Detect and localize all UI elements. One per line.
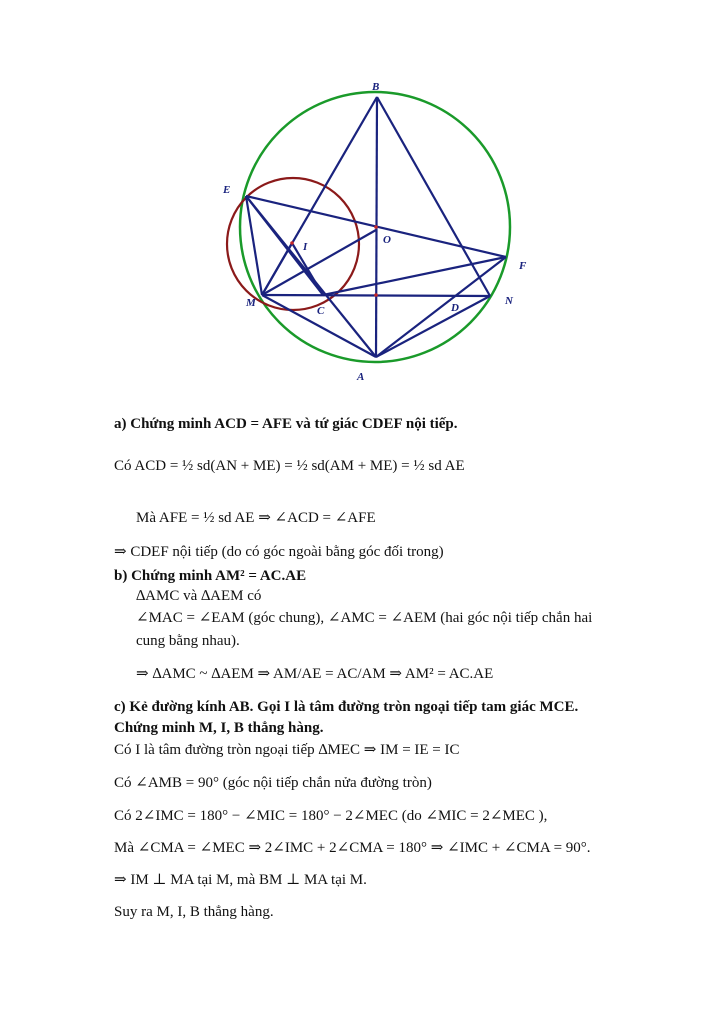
label-o: O	[383, 234, 391, 246]
part-c-line2: Có ∠AMB = 90° (góc nội tiếp chắn nửa đường tròn)	[114, 775, 432, 791]
label-e: E	[223, 184, 231, 196]
label-a: A	[357, 371, 365, 383]
part-b-title: b) Chứng minh AM² = AC.AE	[114, 568, 307, 584]
label-d: D	[451, 302, 459, 314]
part-a-line1: Có ACD = ½ sd(AN + ME) = ½ sd(AM + ME) = ½ sd AE	[114, 458, 465, 474]
part-a-line3: ⇒ CDEF nội tiếp (do có góc ngoài bằng góc đối trong)	[114, 544, 444, 560]
label-c: C	[317, 305, 325, 317]
part-c-title1: c) Kẻ đường kính AB. Gọi I là tâm đường tròn ngoại tiếp tam giác MCE.	[114, 699, 579, 715]
part-b-line2b: cung bằng nhau).	[136, 633, 240, 649]
part-b-line2a: ∠MAC = ∠EAM (góc chung), ∠AMC = ∠AEM (hai góc nội tiếp chắn hai	[136, 610, 593, 626]
label-n: N	[505, 295, 513, 307]
label-f: F	[519, 260, 527, 272]
part-c-line3: Có 2∠IMC = 180° − ∠MIC = 180° − 2∠MEC (do ∠MIC = 2∠MEC ),	[114, 808, 548, 824]
part-b-line3: ⇒ ∆AMC ~ ∆AEM ⇒ AM/AE = AC/AM ⇒ AM² = AC.AE	[136, 666, 494, 682]
part-c-title2: Chứng minh M, I, B thẳng hàng.	[114, 720, 324, 736]
part-c-line6: Suy ra M, I, B thẳng hàng.	[114, 904, 274, 920]
geometry-figure	[200, 70, 540, 390]
part-a-title: a) Chứng minh ACD = AFE và tứ giác CDEF nội tiếp.	[114, 416, 458, 432]
part-c-line4: Mà ∠CMA = ∠MEC ⇒ 2∠IMC + 2∠CMA = 180° ⇒ ∠IMC + ∠CMA = 90°.	[114, 840, 591, 856]
label-m: M	[246, 297, 256, 309]
part-c-line5: ⇒ IM ⊥ MA tại M, mà BM ⊥ MA tại M.	[114, 872, 367, 888]
label-i: I	[303, 241, 308, 253]
part-c-line1: Có I là tâm đường tròn ngoại tiếp ∆MEC ⇒ IM = IE = IC	[114, 742, 460, 758]
label-b: B	[372, 81, 380, 93]
part-a-line2: Mà AFE = ½ sd AE ⇒ ∠ACD = ∠AFE	[136, 510, 376, 526]
part-b-line1: ∆AMC và ∆AEM có	[136, 588, 262, 604]
